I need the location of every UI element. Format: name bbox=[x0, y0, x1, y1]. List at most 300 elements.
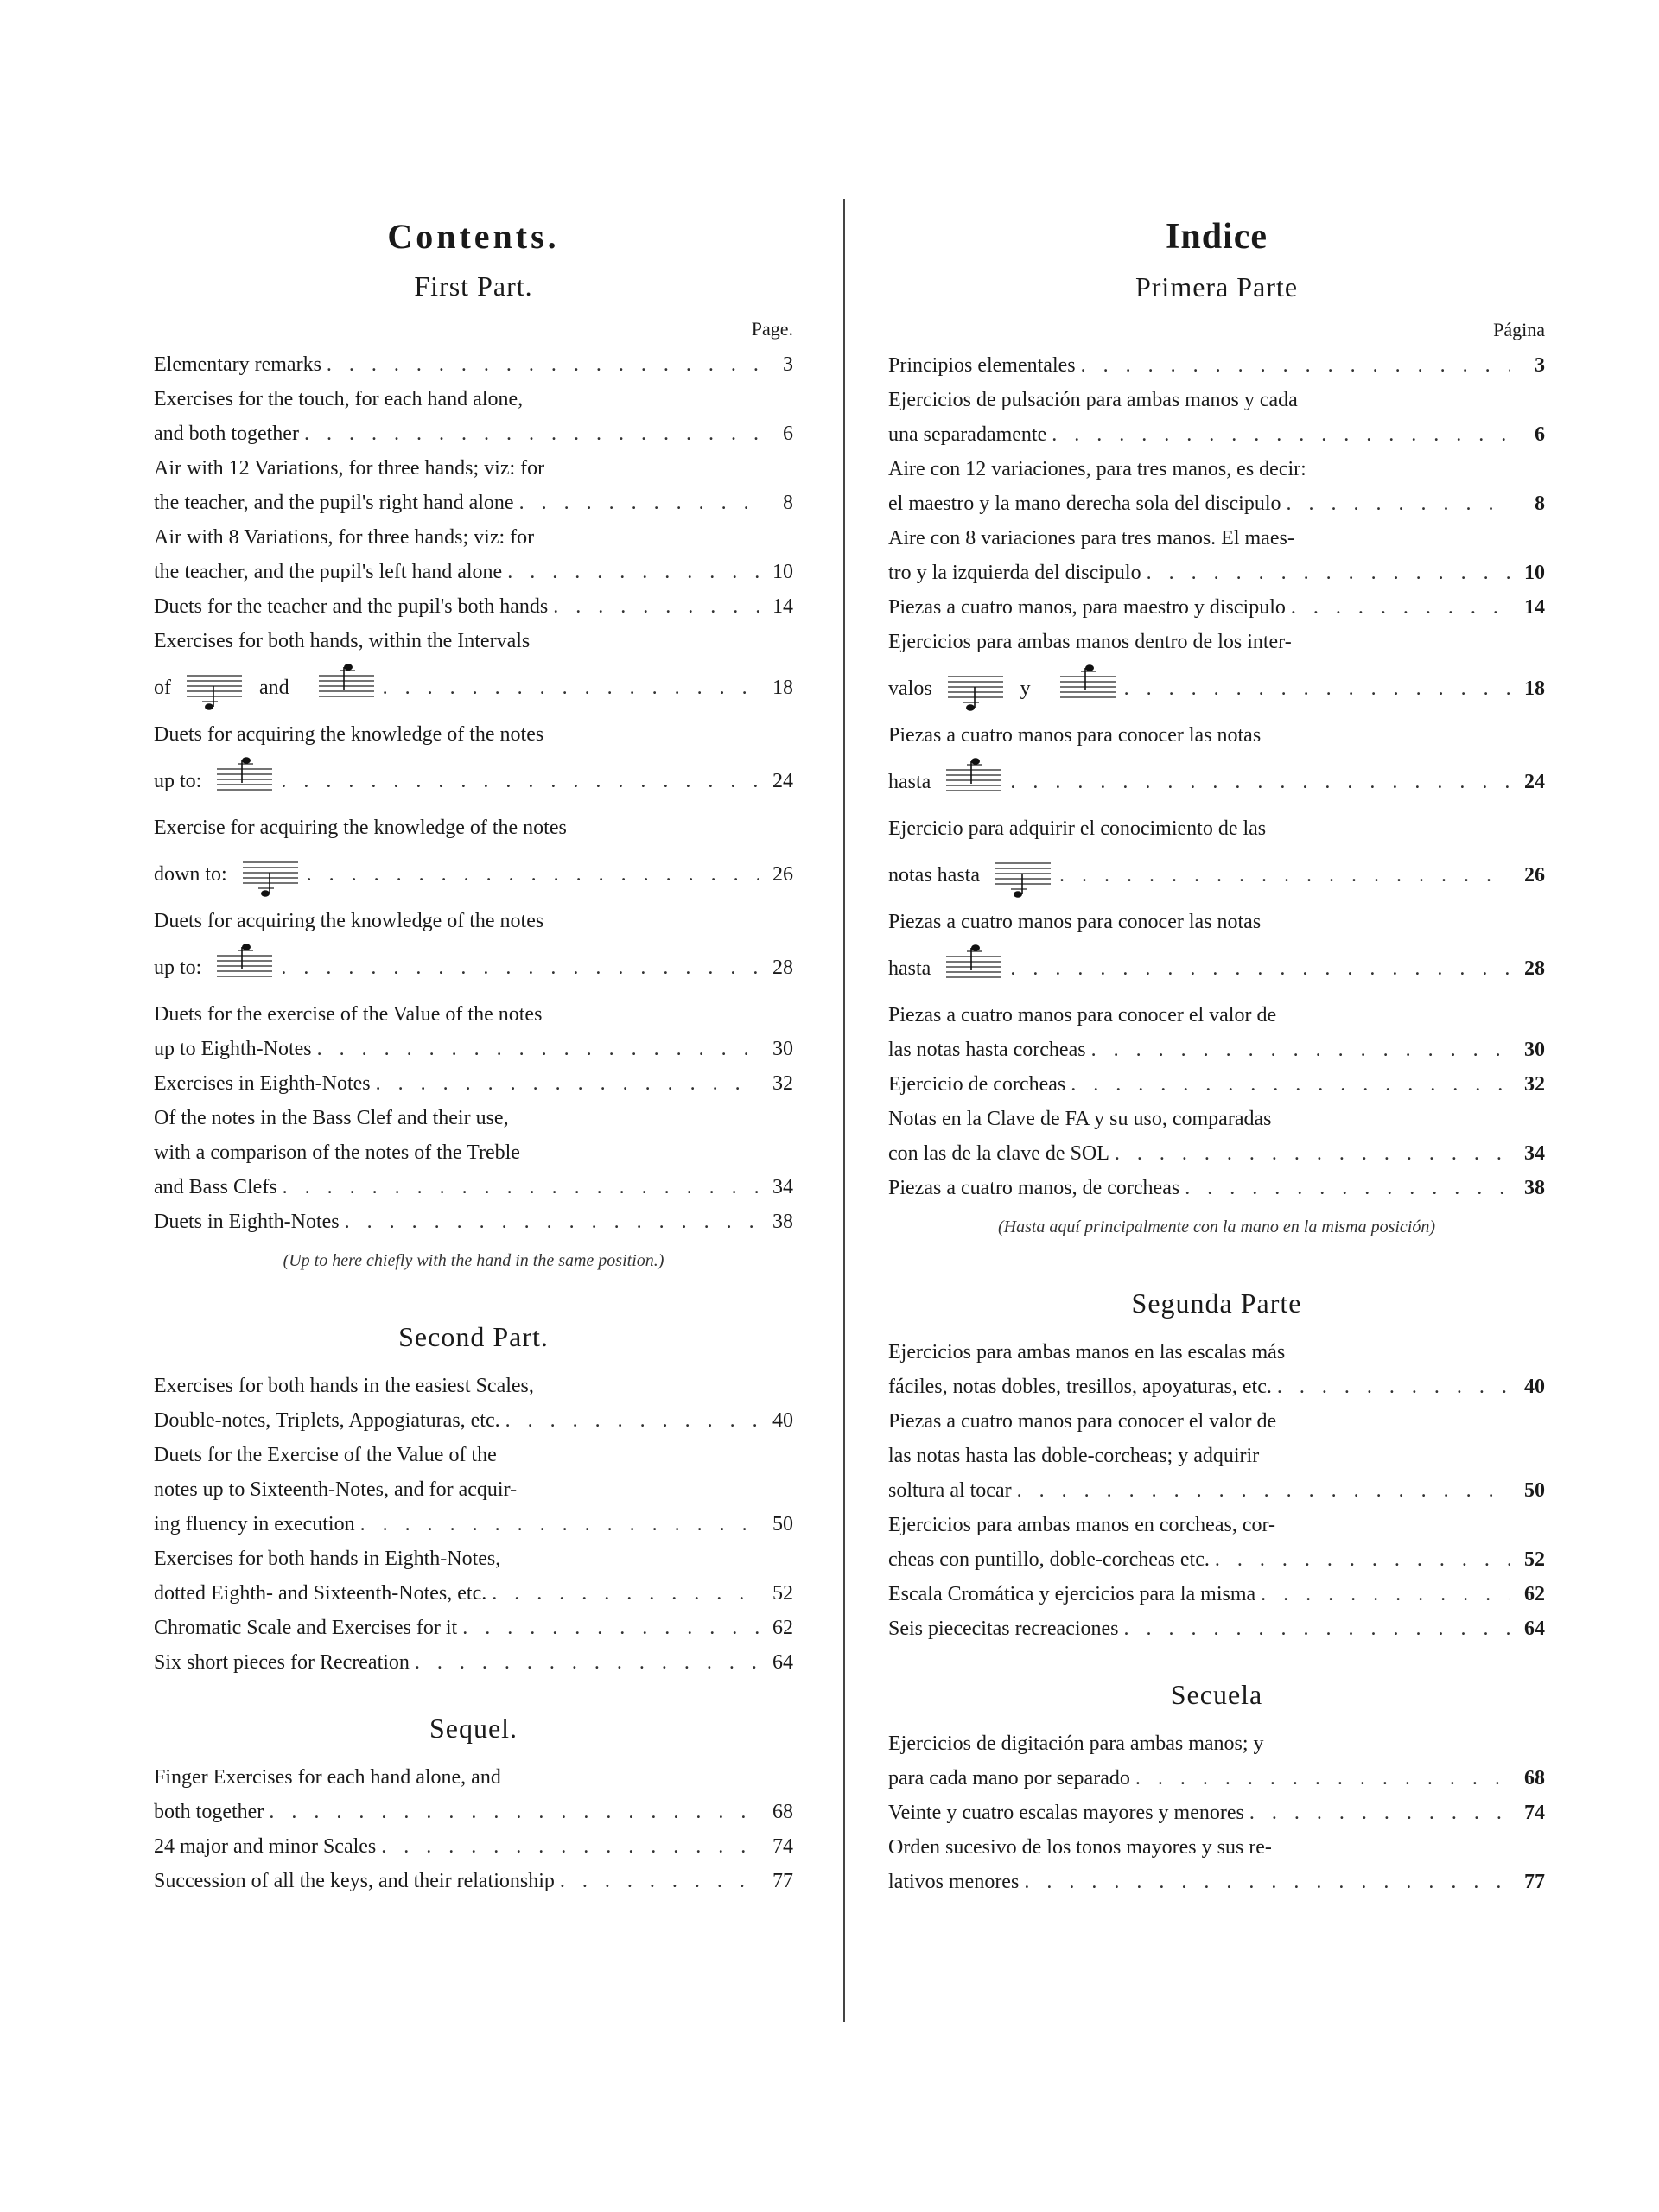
entry-line bbox=[154, 1170, 793, 1205]
toc-entry[interactable] bbox=[888, 1171, 1545, 1205]
dot-leader bbox=[1024, 1865, 1510, 1899]
entry-text: Piezas a cuatro manos, para maestro y discipulo bbox=[888, 596, 1286, 619]
indice-title: Indice bbox=[1165, 217, 1268, 257]
page-number: 50 bbox=[1524, 1479, 1545, 1502]
dot-leader bbox=[1287, 486, 1510, 521]
entry-line bbox=[888, 718, 1545, 753]
page-number: 10 bbox=[1524, 562, 1545, 584]
entry-text: Exercises for both hands, within the Intervals bbox=[154, 630, 531, 652]
entry-text: Escala Cromática y ejercicios para la misma bbox=[888, 1583, 1256, 1605]
music-staff-icon bbox=[239, 849, 302, 900]
entry-text: Aire con 8 variaciones para tres manos. El maes- bbox=[888, 527, 1294, 550]
entry-text: Ejercicio de corcheas bbox=[888, 1073, 1066, 1096]
dot-leader bbox=[1124, 671, 1510, 706]
dot-leader bbox=[327, 347, 759, 382]
dot-leader bbox=[553, 589, 759, 624]
entry-text: 24 major and minor Scales bbox=[154, 1835, 377, 1858]
entry-line bbox=[154, 451, 793, 486]
toc-entry[interactable] bbox=[888, 1102, 1545, 1171]
entry-text: Notas en la Clave de FA y su uso, comparadas bbox=[888, 1108, 1272, 1130]
page-number: 32 bbox=[1524, 1073, 1545, 1096]
music-staff-icon bbox=[992, 849, 1054, 901]
entry-line bbox=[888, 452, 1545, 486]
entry-line bbox=[888, 521, 1545, 556]
page-number: 32 bbox=[772, 1072, 793, 1095]
entry-text: con las de la clave de SOL bbox=[888, 1142, 1109, 1165]
entry-text: soltura al tocar bbox=[888, 1479, 1012, 1502]
page-number: 40 bbox=[772, 1409, 793, 1432]
primera-parte-title: Primera Parte bbox=[1135, 271, 1299, 302]
position-note: (Up to here chiefly with the hand in the same position.) bbox=[283, 1251, 664, 1270]
music-staff-icon bbox=[213, 942, 276, 994]
entry-line bbox=[888, 1171, 1545, 1205]
contents-english bbox=[154, 216, 793, 1898]
entry-line bbox=[888, 486, 1545, 521]
entry-line bbox=[154, 1205, 793, 1239]
entry-line bbox=[154, 1066, 793, 1101]
page-number: 3 bbox=[1535, 354, 1545, 377]
entry-text: Ejercicios para ambas manos dentro de los inter- bbox=[888, 631, 1292, 653]
toc-entry[interactable] bbox=[154, 1205, 793, 1239]
dot-leader bbox=[376, 1066, 759, 1101]
toc-entry[interactable] bbox=[888, 521, 1545, 590]
page-number: 24 bbox=[772, 770, 793, 792]
toc-entry[interactable] bbox=[888, 1577, 1545, 1611]
entry-line bbox=[888, 1370, 1545, 1404]
entry-line bbox=[154, 382, 793, 416]
entry-line bbox=[888, 625, 1545, 659]
dot-leader bbox=[1215, 1542, 1510, 1577]
entry-line bbox=[154, 1576, 793, 1611]
entry-text: up to: bbox=[154, 770, 202, 792]
secuela-title: Secuela bbox=[1170, 1679, 1263, 1710]
page-number: 28 bbox=[772, 957, 793, 979]
entry-line bbox=[888, 383, 1545, 417]
entry-text: hasta bbox=[888, 957, 931, 980]
music-staff-icon bbox=[944, 663, 1007, 715]
entry-line bbox=[154, 1369, 793, 1403]
dot-leader bbox=[415, 1645, 759, 1680]
entry-line bbox=[154, 1829, 793, 1864]
entry-line bbox=[888, 1796, 1545, 1830]
entry-line bbox=[154, 1795, 793, 1829]
staff-entry-line bbox=[154, 938, 793, 997]
staff-entry-line bbox=[888, 753, 1545, 811]
page-number: 50 bbox=[772, 1513, 793, 1535]
toc-entry[interactable] bbox=[888, 718, 1545, 811]
toc-entry[interactable] bbox=[154, 1438, 793, 1541]
entry-line bbox=[888, 1033, 1545, 1067]
dot-leader bbox=[283, 1170, 759, 1205]
toc-entry[interactable] bbox=[154, 810, 793, 904]
entry-text: up to Eighth-Notes bbox=[154, 1038, 312, 1060]
toc-entry[interactable] bbox=[154, 1066, 793, 1101]
staff-entry-line bbox=[888, 939, 1545, 998]
toc-entry[interactable] bbox=[154, 1101, 793, 1205]
entry-text: Exercises for the touch, for each hand alone, bbox=[154, 388, 524, 410]
page-number: 14 bbox=[772, 595, 793, 618]
entry-line bbox=[888, 1136, 1545, 1171]
dot-leader bbox=[1091, 1033, 1510, 1067]
toc-entry[interactable] bbox=[888, 1726, 1545, 1796]
entry-text: the teacher, and the pupil's right hand alone bbox=[154, 492, 514, 514]
entry-line bbox=[154, 555, 793, 589]
dot-leader bbox=[1071, 1067, 1510, 1102]
entry-line bbox=[154, 904, 793, 938]
dot-leader bbox=[281, 950, 759, 985]
toc-entry[interactable] bbox=[154, 347, 793, 382]
entry-text: Veinte y cuatro escalas mayores y menores bbox=[888, 1802, 1244, 1824]
entry-line bbox=[888, 348, 1545, 383]
entry-text: Chromatic Scale and Exercises for it bbox=[154, 1617, 458, 1639]
entry-text: y bbox=[1020, 677, 1031, 700]
page-column-label: Page. bbox=[751, 318, 793, 340]
entry-text: Air with 12 Variations, for three hands; viz: for bbox=[154, 457, 545, 480]
entry-text: lativos menores bbox=[888, 1871, 1020, 1893]
page-number: 24 bbox=[1524, 771, 1545, 793]
page-number: 68 bbox=[1524, 1767, 1545, 1789]
dot-leader bbox=[492, 1576, 759, 1611]
page-number: 30 bbox=[1524, 1039, 1545, 1061]
toc-entry[interactable] bbox=[154, 1611, 793, 1645]
dot-leader bbox=[1115, 1136, 1510, 1171]
dot-leader bbox=[345, 1205, 759, 1239]
posicion-note: (Hasta aquí principalmente con la mano en la misma posición) bbox=[997, 1217, 1436, 1236]
entry-text: Duets for the Exercise of the Value of the bbox=[154, 1444, 497, 1466]
segunda-parte-entries bbox=[888, 1335, 1545, 1646]
entry-text: Piezas a cuatro manos para conocer las notas bbox=[888, 724, 1262, 747]
dot-leader bbox=[307, 857, 759, 892]
page-number: 77 bbox=[1524, 1871, 1545, 1893]
page-number: 3 bbox=[783, 353, 793, 376]
entry-line bbox=[888, 1611, 1545, 1646]
entry-text: Exercises for both hands in Eighth-Notes, bbox=[154, 1548, 501, 1570]
column-divider bbox=[843, 199, 845, 2022]
dot-leader bbox=[1135, 1761, 1510, 1796]
page-number: 52 bbox=[772, 1582, 793, 1605]
page-number: 6 bbox=[783, 423, 793, 445]
toc-entry[interactable] bbox=[888, 905, 1545, 998]
entry-text: notes up to Sixteenth-Notes, and for acquir- bbox=[154, 1478, 518, 1501]
toc-entry[interactable] bbox=[888, 1067, 1545, 1102]
entry-text: para cada mano por separado bbox=[888, 1767, 1130, 1789]
page-number: 62 bbox=[772, 1617, 793, 1639]
entry-text: Exercises in Eighth-Notes bbox=[154, 1072, 371, 1095]
entry-text: Exercise for acquiring the knowledge of the notes bbox=[154, 817, 567, 839]
dot-leader bbox=[269, 1795, 759, 1829]
entry-line bbox=[888, 1473, 1545, 1508]
entry-line bbox=[888, 1865, 1545, 1899]
entry-text: Double-notes, Triplets, Appogiaturas, etc. bbox=[154, 1409, 500, 1432]
music-staff-icon bbox=[315, 662, 378, 714]
entry-text: Succession of all the keys, and their relationship bbox=[154, 1870, 555, 1892]
page-number: 10 bbox=[772, 561, 793, 583]
entry-text: and bbox=[259, 677, 289, 699]
entry-line bbox=[154, 1507, 793, 1541]
toc-entry[interactable] bbox=[888, 452, 1545, 521]
entry-text: valos bbox=[888, 677, 932, 700]
entry-line bbox=[888, 1508, 1545, 1542]
entry-text: Duets for the teacher and the pupil's both hands bbox=[154, 595, 549, 618]
pagina-column-label: Página bbox=[1493, 319, 1545, 340]
entry-text: notas hasta bbox=[888, 864, 980, 887]
dot-leader bbox=[281, 764, 759, 798]
entry-line bbox=[154, 1645, 793, 1680]
sequel-entries bbox=[154, 1760, 793, 1898]
dot-leader bbox=[1059, 858, 1510, 893]
entry-line bbox=[154, 1135, 793, 1170]
dot-leader bbox=[1147, 556, 1510, 590]
entry-line bbox=[154, 1864, 793, 1898]
entry-text: down to: bbox=[154, 863, 227, 886]
page-number: 6 bbox=[1535, 423, 1545, 446]
entry-text: Ejercicios de digitación para ambas manos; y bbox=[888, 1732, 1264, 1755]
page-number: 34 bbox=[772, 1176, 793, 1198]
contents-spanish bbox=[888, 216, 1545, 1899]
dot-leader bbox=[1277, 1370, 1510, 1404]
staff-entry-line bbox=[888, 659, 1545, 718]
entry-text: and both together bbox=[154, 423, 299, 445]
toc-entry[interactable] bbox=[154, 1645, 793, 1680]
toc-entry[interactable] bbox=[888, 1611, 1545, 1646]
music-staff-icon bbox=[943, 756, 1005, 808]
staff-entry-line bbox=[154, 658, 793, 717]
entry-text: tro y la izquierda del discipulo bbox=[888, 562, 1141, 584]
entry-text: both together bbox=[154, 1801, 264, 1823]
page-number: 68 bbox=[772, 1801, 793, 1823]
dot-leader bbox=[1010, 951, 1510, 986]
entry-line bbox=[154, 589, 793, 624]
entry-line bbox=[154, 1472, 793, 1507]
entry-text: Ejercicios para ambas manos en corcheas, cor- bbox=[888, 1514, 1275, 1536]
toc-entry[interactable] bbox=[888, 383, 1545, 452]
entry-line bbox=[888, 1404, 1545, 1439]
page-number: 64 bbox=[1524, 1618, 1545, 1640]
entry-text: Ejercicios para ambas manos en las escalas más bbox=[888, 1341, 1286, 1363]
music-staff-icon bbox=[1057, 663, 1119, 715]
entry-text: Principios elementales bbox=[888, 354, 1076, 377]
toc-entry[interactable] bbox=[154, 589, 793, 624]
entry-text: una separadamente bbox=[888, 423, 1047, 446]
dot-leader bbox=[1010, 765, 1510, 799]
dot-leader bbox=[519, 486, 759, 520]
entry-text: las notas hasta corcheas bbox=[888, 1039, 1086, 1061]
secuela-entries bbox=[888, 1726, 1545, 1899]
page-number: 14 bbox=[1524, 596, 1545, 619]
entry-text: hasta bbox=[888, 771, 931, 793]
entry-line bbox=[888, 1726, 1545, 1761]
music-staff-icon bbox=[943, 943, 1005, 995]
dot-leader bbox=[1261, 1577, 1510, 1611]
page-number: 34 bbox=[1524, 1142, 1545, 1165]
entry-line bbox=[154, 1101, 793, 1135]
toc-entry[interactable] bbox=[154, 1541, 793, 1611]
entry-line bbox=[154, 1611, 793, 1645]
dot-leader bbox=[1249, 1796, 1510, 1830]
dot-leader bbox=[1185, 1171, 1510, 1205]
entry-line bbox=[154, 1760, 793, 1795]
entry-line bbox=[154, 810, 793, 845]
entry-line bbox=[154, 1438, 793, 1472]
entry-line bbox=[154, 717, 793, 752]
entry-line bbox=[888, 905, 1545, 939]
toc-entry[interactable] bbox=[154, 1864, 793, 1898]
toc-entry[interactable] bbox=[888, 998, 1545, 1067]
page-number: 74 bbox=[772, 1835, 793, 1858]
first-part-title: First Part. bbox=[414, 270, 533, 302]
entry-text: Seis piececitas recreaciones bbox=[888, 1618, 1119, 1640]
entry-text: Duets for acquiring the knowledge of the notes bbox=[154, 723, 544, 746]
entry-text: Duets for the exercise of the Value of the notes bbox=[154, 1003, 543, 1026]
toc-entry[interactable] bbox=[888, 1508, 1545, 1577]
entry-text: Ejercicio para adquirir el conocimiento de las bbox=[888, 817, 1267, 840]
toc-entry[interactable] bbox=[888, 1796, 1545, 1830]
entry-text: of bbox=[154, 677, 171, 699]
entry-text: Orden sucesivo de los tonos mayores y sus re- bbox=[888, 1836, 1272, 1859]
entry-text: Duets for acquiring the knowledge of the notes bbox=[154, 910, 544, 932]
entry-text: el maestro y la mano derecha sola del discipulo bbox=[888, 493, 1281, 515]
toc-entry[interactable] bbox=[154, 451, 793, 520]
entry-text: with a comparison of the notes of the Treble bbox=[154, 1141, 520, 1164]
toc-entry[interactable] bbox=[154, 717, 793, 810]
page-number: 77 bbox=[772, 1870, 793, 1892]
entry-text: Aire con 12 variaciones, para tres manos, es decir: bbox=[888, 458, 1306, 480]
page-number: 74 bbox=[1524, 1802, 1545, 1824]
toc-entry[interactable] bbox=[154, 624, 793, 717]
entry-line bbox=[888, 417, 1545, 452]
entry-text: Of the notes in the Bass Clef and their use, bbox=[154, 1107, 509, 1129]
entry-line bbox=[888, 1102, 1545, 1136]
dot-leader bbox=[317, 1032, 759, 1066]
page-number: 40 bbox=[1524, 1376, 1545, 1398]
music-staff-icon bbox=[183, 662, 245, 714]
toc-entry[interactable] bbox=[888, 811, 1545, 905]
entry-text: up to: bbox=[154, 957, 202, 979]
toc-entry[interactable] bbox=[888, 348, 1545, 383]
entry-text: dotted Eighth- and Sixteenth-Notes, etc. bbox=[154, 1582, 487, 1605]
primera-parte-entries bbox=[888, 348, 1545, 1205]
toc-entry[interactable] bbox=[154, 1369, 793, 1438]
entry-text: ing fluency in execution bbox=[154, 1513, 355, 1535]
page-number: 26 bbox=[772, 863, 793, 886]
page-number: 52 bbox=[1524, 1548, 1545, 1571]
entry-line bbox=[888, 556, 1545, 590]
music-staff-icon bbox=[213, 755, 276, 807]
toc-entry[interactable] bbox=[888, 625, 1545, 718]
entry-line bbox=[888, 1335, 1545, 1370]
entry-line bbox=[154, 520, 793, 555]
toc-entry[interactable] bbox=[888, 1404, 1545, 1508]
page-number: 64 bbox=[772, 1651, 793, 1674]
page-number: 28 bbox=[1524, 957, 1545, 980]
toc-entry[interactable] bbox=[154, 997, 793, 1066]
dot-leader bbox=[1017, 1473, 1510, 1508]
entry-line bbox=[888, 1439, 1545, 1473]
entry-line bbox=[154, 1032, 793, 1066]
dot-leader bbox=[507, 555, 759, 589]
toc-entry[interactable] bbox=[888, 1830, 1545, 1899]
dot-leader bbox=[462, 1611, 759, 1645]
page-number: 26 bbox=[1524, 864, 1545, 887]
entry-text: las notas hasta las doble-corcheas; y adquirir bbox=[888, 1445, 1260, 1467]
entry-text: Finger Exercises for each hand alone, and bbox=[154, 1766, 501, 1789]
toc-entry[interactable] bbox=[888, 590, 1545, 625]
entry-line bbox=[888, 1067, 1545, 1102]
page-number: 8 bbox=[783, 492, 793, 514]
entry-text: Duets in Eighth-Notes bbox=[154, 1211, 340, 1233]
entry-text: the teacher, and the pupil's left hand alone bbox=[154, 561, 503, 583]
dot-leader bbox=[1081, 348, 1510, 383]
toc-entry[interactable] bbox=[154, 520, 793, 589]
entry-text: Six short pieces for Recreation bbox=[154, 1651, 410, 1674]
entry-text: Ejercicios de pulsación para ambas manos y cada bbox=[888, 389, 1298, 411]
entry-text: Exercises for both hands in the easiest Scales, bbox=[154, 1375, 534, 1397]
page-number: 8 bbox=[1535, 493, 1545, 515]
dot-leader bbox=[383, 671, 759, 705]
dot-leader bbox=[1291, 590, 1510, 625]
first-part-entries bbox=[154, 347, 793, 1239]
entry-text: Elementary remarks bbox=[154, 353, 321, 376]
page-number: 18 bbox=[772, 677, 793, 699]
toc-entry[interactable] bbox=[888, 1335, 1545, 1404]
page-number: 38 bbox=[772, 1211, 793, 1233]
staff-entry-line bbox=[154, 752, 793, 810]
page-number: 62 bbox=[1524, 1583, 1545, 1605]
toc-entry[interactable] bbox=[154, 1829, 793, 1864]
entry-text: Piezas a cuatro manos para conocer el valor de bbox=[888, 1004, 1277, 1027]
entry-line bbox=[888, 1761, 1545, 1796]
entry-line bbox=[888, 1577, 1545, 1611]
entry-line bbox=[888, 1830, 1545, 1865]
staff-entry-line bbox=[154, 845, 793, 904]
entry-line bbox=[888, 1542, 1545, 1577]
entry-line bbox=[154, 997, 793, 1032]
page-number: 18 bbox=[1524, 677, 1545, 700]
second-part-title: Second Part. bbox=[398, 1321, 549, 1352]
toc-entry[interactable] bbox=[154, 904, 793, 997]
entry-text: Piezas a cuatro manos para conocer el valor de bbox=[888, 1410, 1277, 1433]
dot-leader bbox=[1052, 417, 1510, 452]
dot-leader bbox=[505, 1403, 759, 1438]
staff-entry-line bbox=[888, 846, 1545, 905]
dot-leader bbox=[1124, 1611, 1510, 1646]
toc-entry[interactable] bbox=[154, 1760, 793, 1829]
dot-leader bbox=[381, 1829, 759, 1864]
entry-line bbox=[154, 1403, 793, 1438]
entry-line bbox=[154, 1541, 793, 1576]
segunda-parte-title: Segunda Parte bbox=[1131, 1287, 1302, 1319]
entry-text: cheas con puntillo, doble-corcheas etc. bbox=[888, 1548, 1210, 1571]
second-part-entries bbox=[154, 1369, 793, 1680]
entry-line bbox=[154, 486, 793, 520]
toc-entry[interactable] bbox=[154, 382, 793, 451]
contents-title: Contents. bbox=[387, 217, 560, 256]
entry-line bbox=[154, 347, 793, 382]
entry-text: Piezas a cuatro manos, de corcheas bbox=[888, 1177, 1180, 1199]
entry-line bbox=[888, 998, 1545, 1033]
entry-text: and Bass Clefs bbox=[154, 1176, 277, 1198]
entry-text: Air with 8 Variations, for three hands; viz: for bbox=[154, 526, 535, 549]
dot-leader bbox=[560, 1864, 759, 1898]
entry-line bbox=[154, 416, 793, 451]
page-number: 38 bbox=[1524, 1177, 1545, 1199]
entry-line bbox=[154, 624, 793, 658]
entry-line bbox=[888, 811, 1545, 846]
entry-text: fáciles, notas dobles, tresillos, apoyaturas, etc. bbox=[888, 1376, 1272, 1398]
page-number: 30 bbox=[772, 1038, 793, 1060]
dot-leader bbox=[360, 1507, 759, 1541]
entry-text: Piezas a cuatro manos para conocer las notas bbox=[888, 911, 1262, 933]
